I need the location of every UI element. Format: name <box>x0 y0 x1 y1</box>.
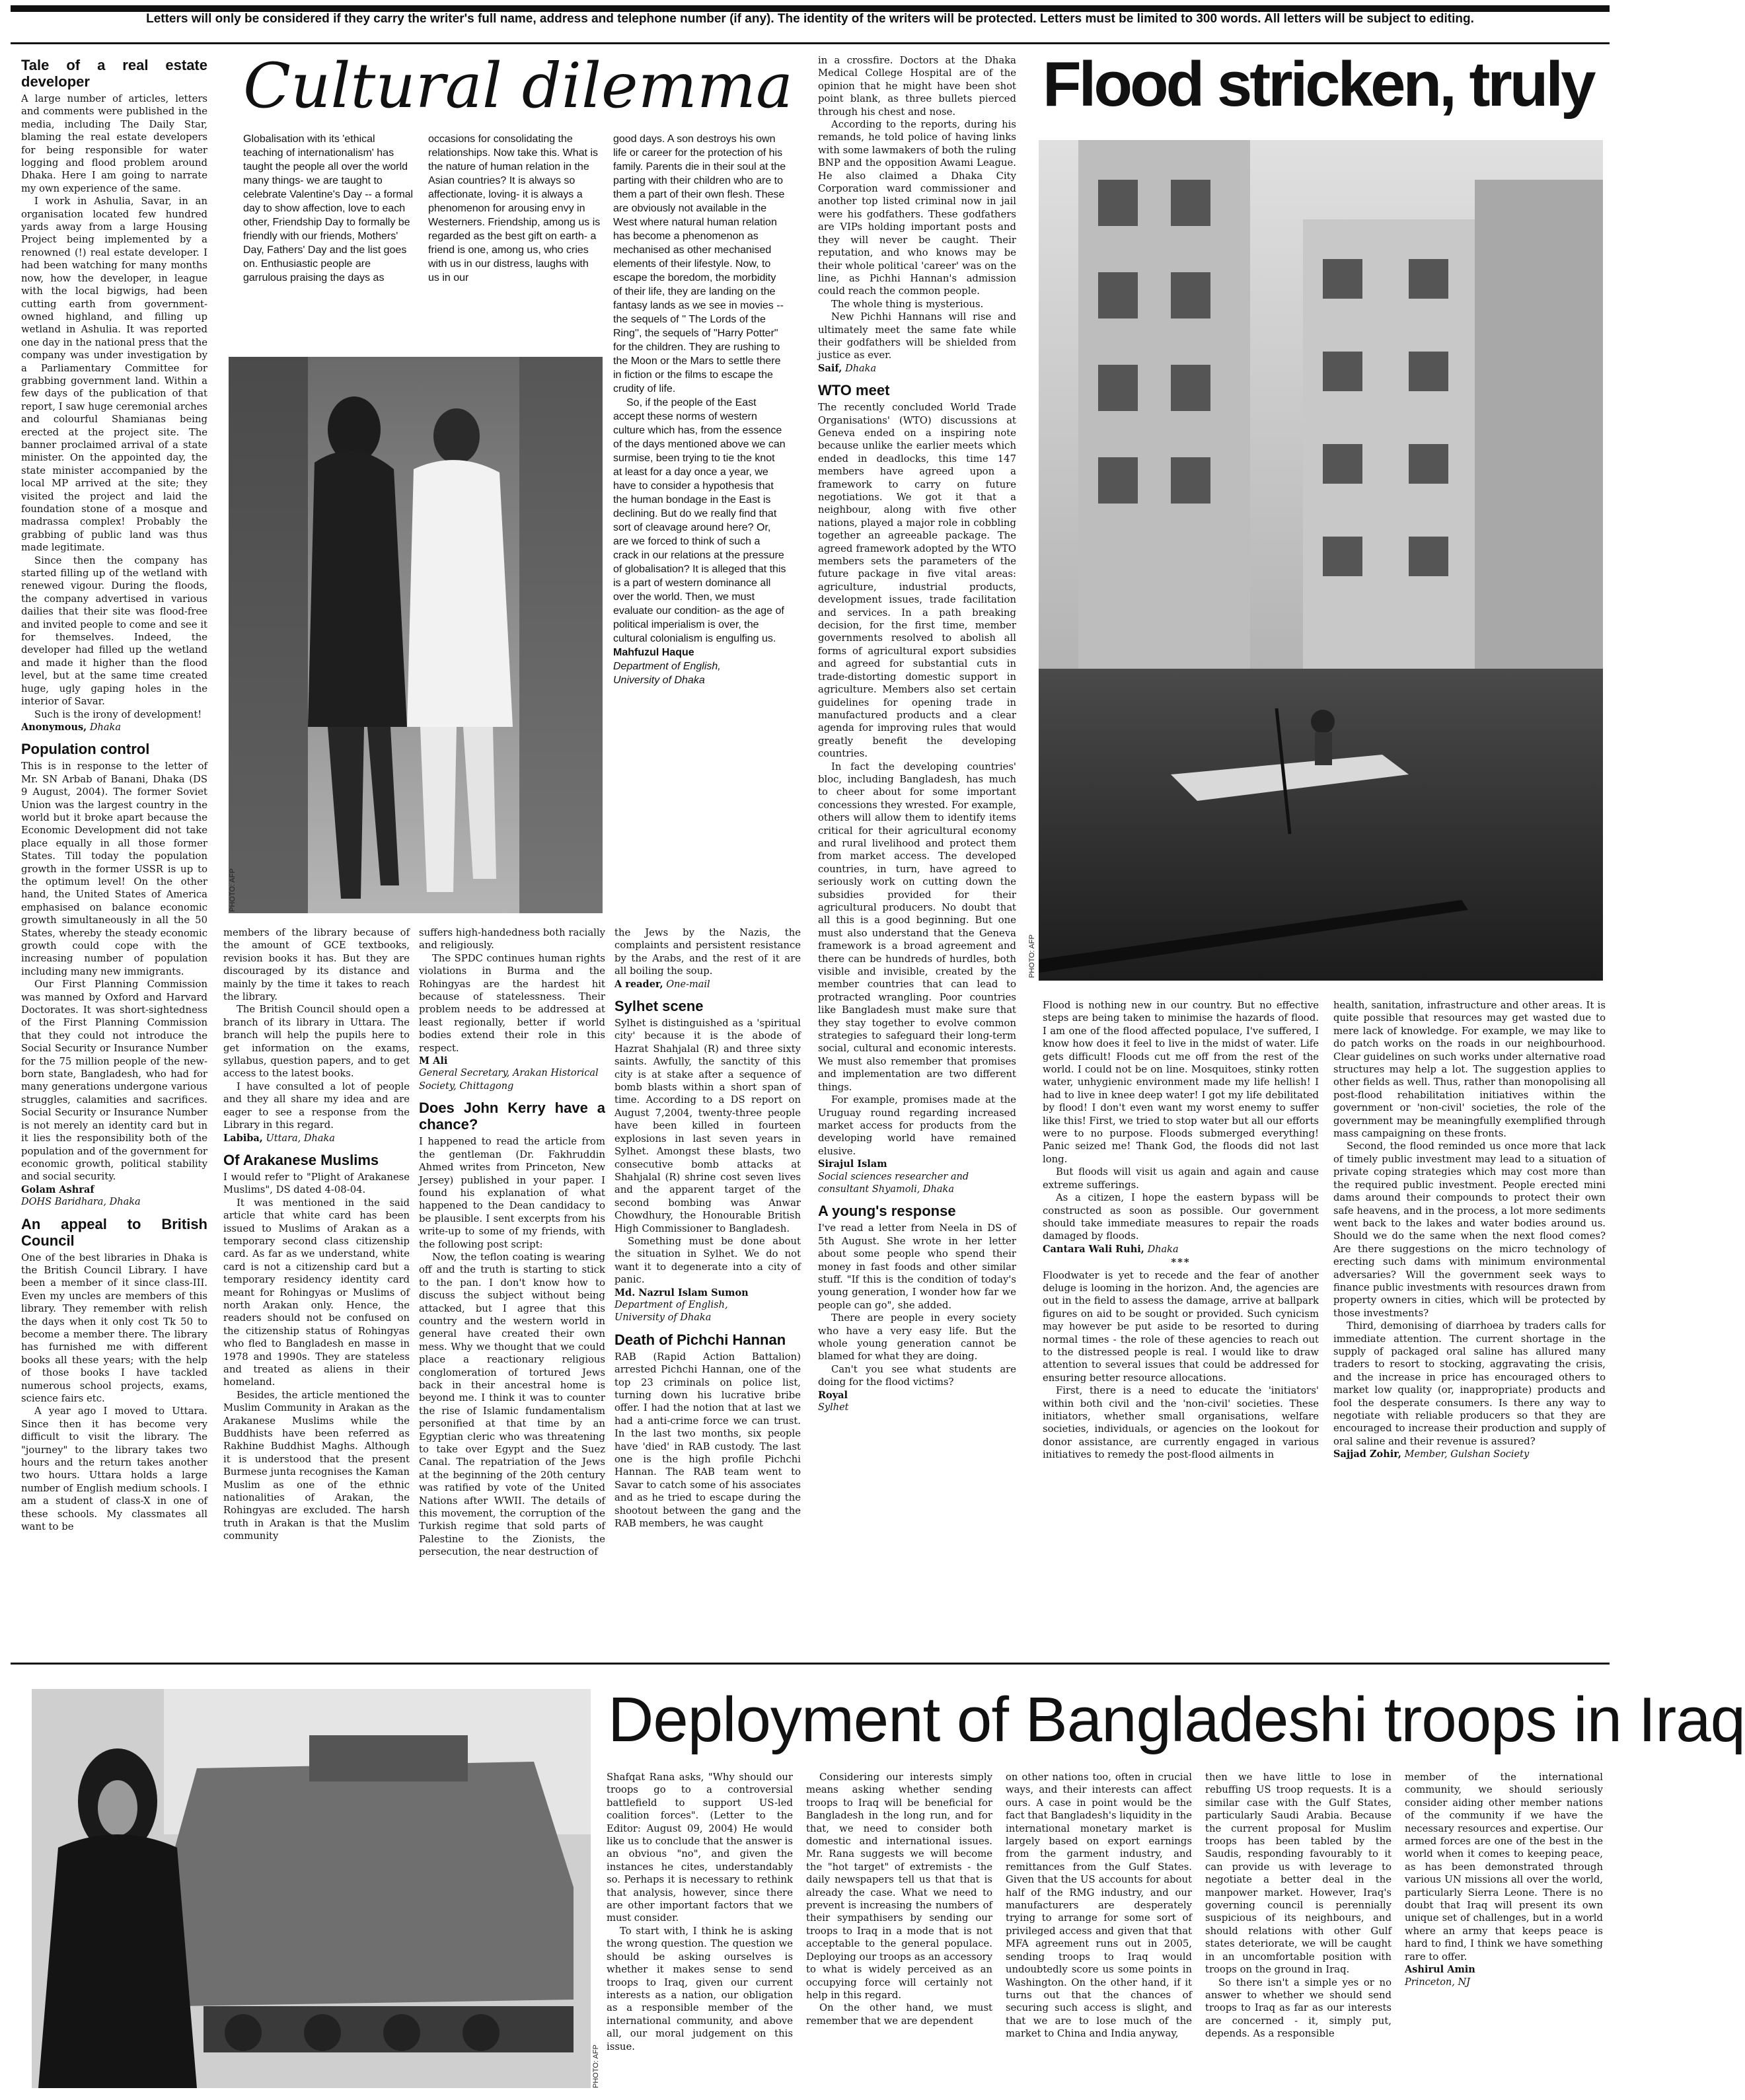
paragraph: in a crossfire. Doctors at the Dhaka Medical College Hospital are of the opinion that he might have been shot point blank, as three bullets pierced through his chest and nose. <box>818 55 1016 118</box>
paragraph: One of the best libraries in Dhaka is the British Council Library. I have been a member of it since class-III. Even my uncles are members of this library. They remember with relish the days when it only cost Tk 50 to become a member there. The library has furnished me with different books all these years; with the help of those books I have tackled numerous school projects, exams, science fairs etc. <box>21 1252 207 1404</box>
paragraph: then we have little to lose in rebuffing US troop requests. It is a similar case with the Gulf States, particularly Saudi Arabia. Because the current proposal for Muslim troops has been tabled by the Saudis, responding favourably to it can provide us with leverage to negotiate a better deal in the manpower market. However, Iraq's governing council is perennially suspicious of its neighbours, and should relations with other Gulf states deteriorate, we will be caught in an uncomfortable position with troops on the ground in Iraq. <box>1205 1772 1392 1976</box>
affiliation: Sylhet <box>818 1402 849 1413</box>
paragraph: To start with, I think he is asking the wrong question. The question we should be asking ourselves is whether it makes sense to send troops to Iraq, given our current interests as a nation, our obligation as a responsible member of the international community, and above all, our moral judgement on this issue. <box>607 1925 793 2052</box>
affiliation: Uttara, Dhaka <box>266 1133 335 1144</box>
paragraph: Third, demonising of diarrhoea by traders calls for immediate attention. The current shortage in the supply of packaged oral saline has allured many traders to resort to stocking, aggravating the crisis, and the increase in price has encouraged others to market low quality (or, inappropriate) products and fool the desperate consumers. Is there any way to negotiate with reliable producers so that they are encouraged to increase their production and supply of oral saline and their revenue is assured? <box>1333 1320 1606 1447</box>
headline-population-control: Population control <box>21 741 150 758</box>
paragraph: Our First Planning Commission was manned by Oxford and Harvard Doctorates. It was short-sightedness of the First Planning Commission that they could not introduce the Social Security or Insurance Number for the 75 million people of the new-born state, Bangladesh, who had for many generations undergone various struggles, calamities and sacrifices. Social Security or Insurance Number is not merely an identity card but in it lies the responsibility both of the population and of the government for economic growth, political stability and social security. <box>21 979 207 1183</box>
cultural-column-c <box>613 132 786 905</box>
photo-flooded-street-boat <box>1039 140 1603 981</box>
affiliation: Dhaka <box>845 363 877 374</box>
headline-wto-meet: WTO meet <box>818 382 890 399</box>
letters-column-5 <box>818 54 1016 1852</box>
iraq-column-1 <box>607 1771 793 2095</box>
paragraph: I happened to read the article from the gentleman (Dr. Fakhruddin Ahmed writes from Princeton, New Jersey) published in your paper. I found his explanation of what happened to the Dean candidacy to be plausible. I sent excerpts from his write-up to some of my friends, with the following post script: <box>419 1136 605 1250</box>
paragraph: Globalisation with its 'ethical teaching of internationalism' has taught the people all over the world many things- we are taught to celebrate Valentine's Day -- a formal day to show affection, love to each other, Friendship Day to formally be friendly with our friends, Mothers' Day, Fathers' Day and the list goes on. Enthusiastic people are garrulous praising the days as <box>243 133 414 283</box>
affiliation: University of Dhaka <box>613 675 705 686</box>
photo-couple-walking <box>229 357 603 913</box>
iraq-column-2 <box>806 1771 992 2095</box>
signature: Saif, <box>818 362 842 374</box>
affiliation: Department of English, <box>613 661 721 672</box>
signature: Cantara Wali Ruhi, <box>1043 1243 1144 1255</box>
paragraph: I have consulted a lot of people and they all share my idea and are eager to see a response from the Library in this regard. <box>223 1080 410 1131</box>
paragraph: Flood is nothing new in our country. But no effective steps are being taken to minimise the hazards of flood. I am one of the flood affected populace, I've suffered, I know how does it feel to live in the midst of water. Life gets difficult! Floods cut me off from the rest of the world. I could not be on line. Mosquitoes, stinky rotten water, unhygienic environment made my life hellish! I had to live in knee deep water! I got my life debilitated by flood! I don't even want my worst enemy to suffer like this! First, we tried to stop water but all our efforts were to no purpose. Floods submerged everything! Panic seized me! Thank God, the floods did not last long. <box>1043 1000 1319 1165</box>
affiliation: Dhaka <box>89 722 121 733</box>
paragraph: It was mentioned in the said article that white card has been issued to Muslims of Arakan as a temporary second class citizenship card. As far as we understand, white card is not a citizenship card but a temporary residency identity card meant for Rohingyas or Muslims of north Arakan only. Hence, the readers should not be confused on the citizenship status of Rohingyas who fled to Bangladesh en masse in 1978 and 1990s. They are stateless and treated as aliens in their homeland. <box>223 1197 410 1388</box>
paragraph: Shafqat Rana asks, "Why should our troops go to a controversial battlefield to support US-led coalition forces". (Letter to the Editor: August 09, 2004) He would like us to conclude that the answer is an obvious "no", and given the instances he cites, understandably so. Perhaps it is necessary to rethink that analysis, however, since there are other important factors that we must consider. <box>607 1772 793 1924</box>
paragraph: Since then the company has started filling up of the wetland with renewed vigour. During the floods, the company advertised in various dailies that their site was flood-free and invited people to come and see it for themselves. Indeed, the developer had filled up the wetland and made it higher than the flood level, but at the same time created huge, ugly gaping holes in the interior of Savar. <box>21 554 207 708</box>
paragraph: So there isn't a simple yes or no answer to whether we should send troops to Iraq as far as our interests are concerned - it, simply put, depends. As a responsible <box>1205 1976 1392 2040</box>
affiliation: General Secretary, Arakan Historical <box>419 1068 599 1079</box>
paragraph: The recently concluded World Trade Organisations' (WTO) discussions at Geneva ended on a inspiring note because unlike the earlier meets which ended in deadlocks, this time 147 members have agreed upon a framework to carry on future negotiations. We got it that a neighbour, along with five other nations, played a major role in cobbling together an agreeable package. The agreed framework adopted by the WTO members sets the parameters of the future package in five vital areas: agriculture, industrial products, development issues, trade facilitation and services. In a path breaking decision, for the first time, member governments resolved to abolish all forms of agricultural export subsidies and agreed for substantial cuts in trade-distorting domestic support in agriculture. Members also set certain guidelines for opening trade in manufactured products and a clear agenda for improving rules that would greatly benefit the developing countries. <box>818 402 1016 760</box>
cultural-column-a <box>243 132 416 350</box>
signature: Golam Ashraf <box>21 1183 94 1195</box>
paragraph: RAB (Rapid Action Battalion) arrested Pichchi Hannan, one of the top 23 criminals on police list, turning down his lucrative bribe offer. I had the notion that at last we had a anti-crime force we can trust. In the last two months, six people have 'died' in RAB custody. The last one is the high profile Pichchi Hannan. The RAB team went to Savar to catch some of his associates and as he tried to escape during the shootout between the gang and the RAB members, he was caught <box>614 1351 801 1530</box>
iraq-column-4 <box>1205 1771 1392 2095</box>
photo-credit: PHOTO: AFP <box>1028 934 1036 978</box>
headline-flood-stricken: Flood stricken, truly <box>1043 49 1594 120</box>
paragraph: On the other hand, we must remember that we are dependent <box>806 2002 992 2027</box>
paragraph: For example, promises made at the Uruguay round regarding increased market access for products from the developing world have remained elusive. <box>818 1094 1016 1157</box>
paragraph: New Pichhi Hannans will rise and ultimately meet the same fate while their godfathers will be shielded from justice as ever. <box>818 311 1016 361</box>
headline-arakanese-muslims: Of Arakanese Muslims <box>223 1151 379 1168</box>
affiliation: Member, Gulshan Society <box>1404 1449 1530 1460</box>
paragraph: A year ago I moved to Uttara. Since then it has become very difficult to visit the library. The "journey" to the library takes two hours and the return takes another two hours. Uttara holds a large number of English medium schools. I am a student of class-X in one of these schools. My classmates all want to be <box>21 1406 207 1533</box>
paragraph: According to the reports, during his remands, he told police of having links with some lawmakers of both the ruling BNP and the opposition Awami League. He also claimed a Dhaka City Corporation ward commissioner and another top listed criminal now in jail were his godfathers. These godfathers are VIPs holding important posts and they will never be caught. Their reputation, and who knows may be their whole political 'career' was on the line, as Pichhi Hannan's admission could reach the common people. <box>818 119 1016 297</box>
paragraph: In fact the developing countries' bloc, including Bangladesh, has much to cheer about for some important concessions they wrested. For example, others will allow them to identify items critical for their agricultural economy and rural livelihood and protect them from market access. The developed countries, in turn, have agreed to seriously work on cutting down the subsidies provided for their agricultural producers. No doubt that all this is a good beginning. But one must also understand that the Geneva framework is a broad agreement and there can be hundreds of hurdles, both visible and invisible, created by the member countries that can lead to protracted wrangling. Poor countries like Bangladesh must make sure that they stay together to evolve common strategies to safeguard their long-term social, cultural and economic interests. We must also remember that promises and implementation are two different things. <box>818 761 1016 1093</box>
headline-youngs-response: A young's response <box>818 1203 956 1220</box>
paragraph: The SPDC continues human rights violations in Burma and the Rohingyas are the hardest hit because of statelessness. Their problem needs to be addressed at least regionally, better if world bodies extend their role in this respect. <box>419 952 605 1054</box>
signature: Labiba, <box>223 1132 263 1144</box>
affiliation: Dhaka <box>1147 1244 1179 1255</box>
paragraph: Floodwater is yet to recede and the fear of another deluge is looming in the horizon. And, the agencies are out in the field to assess the damage, arrive at ballpark figures on aid to be sought or provided. Such cynicism may however be put aside to be resorted to during normal times - the role of these agencies to reach out to the distressed people is real. I would like to draw attention to several issues that could be addressed for ensuring better resource allocations. <box>1043 1269 1319 1384</box>
signature: Sirajul Islam <box>818 1158 887 1170</box>
flood-photo-illustration <box>1039 140 1603 981</box>
paragraph: The British Council should open a branch of its library in Uttara. The branch will help the pupils here to get information on the exams, syllabus, question papers, and to get access to the latest books. <box>223 1004 410 1080</box>
paragraph: Such is the irony of development! <box>34 708 202 720</box>
paragraph: I work in Ashulia, Savar, in an organisation located few hundred yards away from a large Housing Project being implemented by a renowned (!) real estate developer. I had been watching for many months now, how the developer, in league with the local bigwigs, had been cutting earth from government-owned highland, and filling up wetland in Ashulia. It was reported one day in the national press that the company was under investigation by a Parliamentary Committee for grabbing government land. Within a few days of the publication of that report, I saw huge ceremonial arches and colourful Shamianas being erected at the project site. The banner proclaimed arrival of a state minister. On the appointed day, the state minister accompanied by the local MP arrived at the site; they visited the project and laid the foundation stone of a mosque and madrassa complex! Probably the grabbing of public land was thus made legitimate. <box>21 196 207 554</box>
signature: Anonymous, <box>21 721 87 733</box>
iraq-column-3 <box>1006 1771 1192 2095</box>
iraq-photo-illustration <box>32 1689 591 2088</box>
signature: Md. Nazrul Islam Sumon <box>614 1287 749 1298</box>
headline-pichchi-hannan: Death of Pichchi Hannan <box>614 1331 786 1348</box>
affiliation: University of Dhaka <box>614 1312 712 1324</box>
photo-credit: PHOTO: AFP <box>229 868 237 912</box>
signature: Ashirul Amin <box>1405 1964 1475 1976</box>
photo-woman-and-tank <box>32 1689 591 2088</box>
paragraph: suffers high-handedness both racially and religiously. <box>419 927 605 952</box>
paragraph: So, if the people of the East accept these norms of western culture which has, from the essence of the days mentioned above we can surmise, been trying to tie the knot at least for a day once a year, we have to consider a hypothesis that the human bondage in the East is declining. But do we really find that sort of cleavage around here? Or, are we forced to think of such a crack in our relations at the pressure of globalisation? It is alleged that this is a part of western dominance all over the world. Then, we must evaluate our condition- as the age of political imperialism is over, the cultural colonialism is engulfing us. <box>613 397 786 644</box>
paragraph: Sylhet is distinguished as a 'spiritual city' because it is the abode of Hazrat Shahjalal (R) and three sixty saints. Awfully, the sanctity of this city is at stake after a sequence of bomb blasts within a short span of time. According to a DS report on August 7,2004, twenty-three people have been killed in fourteen explosions in last seven years in Sylhet. Amongst these blasts, two consecutive bomb attacks at Shahjalal (R) shrine cost seven lives and the apparent target of the second bombing was Anwar Chowdhury, the Honourable British High Commissioner to Bangladesh. <box>614 1018 801 1234</box>
headline-john-kerry: Does John Kerry have a chance? <box>419 1100 605 1133</box>
signature: Sajjad Zohir, <box>1333 1448 1401 1460</box>
paragraph: occasions for consolidating the relationships. Now take this. What is the nature of human relation in the Asian countries? It is always so affectionate, loving- it is always a phenomenon for arousing envy in Westerners. Friendship, among us is regarded as the best gift on earth- a friend is one, among us, who cries with us in our distress, laughs with us in our <box>428 133 601 283</box>
paragraph: Something must be done about the situation in Sylhet. We do not want it to degenerate into a city of panic. <box>614 1235 801 1286</box>
affiliation: DOHS Baridhara, Dhaka <box>21 1197 141 1208</box>
paragraph: I've read a letter from Neela in DS of 5th August. She wrote in her letter about some people who spend their money in fast foods and other similar stuff. "If this is the condition of today's young generation, I wonder how far we people can go", she added. <box>818 1222 1016 1311</box>
affiliation: Social sciences researcher and <box>818 1171 969 1182</box>
paragraph: As a citizen, I hope the eastern bypass will be constructed as soon as possible. Our government should take immediate measures to repair the roads damaged by floods. <box>1043 1192 1319 1242</box>
paragraph: Considering our interests simply means asking whether sending troops to Iraq will be beneficial for Bangladesh in the long run, and for that, we need to consider both domestic and international issues. Mr. Rana suggests we will become the "hot target" of extremists - the daily newspapers tell us that that is already the case. What we need to prevent is increasing the numbers of their sympathisers by sending our troops to Iraq in a mode that is not acceptable to the general populace. Deploying our troops as an accessory to what is widely perceived as an occupying force will certainly not help in this regard. <box>806 1772 992 2001</box>
paragraph: member of the international community, we should seriously consider aiding other member nations of the community if we have the necessary resources and expertise. Our armed forces are one of the best in the world when it comes to keeping peace, as has been demonstrated through various UN missions all over the world, particularly Sierra Leone. There is no doubt that Iraq will present its own unique set of challenges, but in a world where an army that keeps peace is hard to find, I think we have something rare to offer. <box>1405 1772 1603 1963</box>
paragraph: This is in response to the letter of Mr. SN Arbab of Banani, Dhaka (DS 9 August, 2004). The former Soviet Union was the largest country in the world but it broke apart because the Economic Development did not take place equally in all those former States. Till today the population growth in the former USSR is up to the optimum level! On the other hand, the United States of America emphasised on balance economic growth simultaneously in all the 50 States, whereby the steady economic growth could cope with the increasing number of population including many new immigrants. <box>21 761 207 977</box>
headline-troops-in-iraq: Deployment of Bangladeshi troops in Iraq <box>608 1684 1745 1755</box>
photo-credit: PHOTO: AFP <box>592 2044 600 2088</box>
headline-real-estate: Tale of a real estate developer <box>21 57 207 90</box>
signature: Royal <box>818 1389 848 1401</box>
affiliation: One-mail <box>666 979 710 990</box>
paragraph: health, sanitation, infrastructure and other areas. It is quite possible that resources may get wasted due to mere lack of knowledge. For example, we may like to do patch works on the roads in our neighbourhood. Clear guidelines on such works under alternative road structures may help a lot. The suggestion applies to other fields as well. Thus, rather than monopolising all post-flood rehabilitation initiatives within the government or 'non-civil' societies, the role of the government may be meaningfully exemplified through mass campaigning on these fronts. <box>1333 1000 1606 1140</box>
paragraph: Besides, the article mentioned the Muslim Community in Arakan as the Arakanese Muslims while the Buddhists have been referred as Rakhine Buddhist Maghs. Although it is understood that the present Burmese junta recognises the Kaman Muslim as one of the ethnic nationalities of Arakan, the Rohingyas are excluded. The harsh truth in Arakan is that the Muslim community <box>223 1389 410 1542</box>
headline-sylhet-scene: Sylhet scene <box>614 998 704 1015</box>
signature: Mahfuzul Haque <box>613 647 694 658</box>
paragraph: Now, the teflon coating is wearing off and the truth is starting to stick to the pan. I don't know how to discuss the subject without being attacked, but I agree that this country and the western world in general have created their own mess. Why we thought that we could place a reactionary religious conglomeration of tortured Jews back in their ancestral home is beyond me. I think it was to counter the rise of Islamic fundamentalism personified at that time by an Egyptian cleric who was threatening to take over Egypt and the Suez Canal. The repatriation of the Jews at the beginning of the 20th century was ratified by vote of the United Nations after WWII. The details of this movement, the corruption of the Turkish regime that sold parts of Palestine to the Zionists, the persecution, the near destruction of <box>419 1251 605 1558</box>
cultural-column-b <box>428 132 601 350</box>
letters-column-1 <box>21 54 207 1832</box>
signature: A reader, <box>614 978 663 990</box>
paragraph: But floods will visit us again and again and cause extreme sufferings. <box>1043 1166 1319 1191</box>
letters-notice: Letters will only be considered if they carry the writer's full name, address and telephone number (if any). The identity of the writers will be protected. Letters must be limited to 300 words. All letters will be subject to editing. <box>146 12 1474 26</box>
separator-stars: *** <box>1171 1257 1191 1269</box>
paragraph: good days. A son destroys his own life or career for the protection of his family. Parents die in their soul at the parting with their children who are to them a part of their own flesh. These are obviously not available in the West where natural human relation has become a phenomenon as mechanised as other mechanised elements of their lifestyle. Now, to escape the boredom, the morbidity of their life, they are landing on the fantasy lands as we see in movies -- the sequels of '' The Lords of the Ring'', the sequels of "Harry Potter" for the children. They are rushing to the Moon or the Mars to settle there in fiction or the films to escape the crudity of life. <box>613 133 786 394</box>
paragraph: members of the library because of the amount of GCE textbooks, revision books it has. But they are discouraged by its distance and mainly by the time it takes to reach the library. <box>223 927 410 1003</box>
affiliation: consultant Shyamoli, Dhaka <box>818 1183 954 1195</box>
paragraph: the Jews by the Nazis, the complaints and persistent resistance by the Arabs, and the rest of it are all boiling the soup. <box>614 927 801 977</box>
paragraph: on other nations too, often in crucial ways, and their interests can affect ours. A case in point would be the fact that Bangladesh's liquidity in the international monetary market is largely based on export earnings from the garment industry, and remittances from the Gulf States. Given that the US accounts for about half of the RMG industry, and our manufacturers are desperately trying to arrange for some sort of privileged access and given that that MFA agreement runs out in 2005, sending troops to Iraq would undoubtedly score us some points in Washington. On the other hand, if it turns out that the chances of securing such access is slight, and that we are to lose much of the market to China and India anyway, <box>1006 1772 1192 2040</box>
paragraph: Second, the flood reminded us once more that lack of timely public investment may lead to a situation of private coping strategies which may cost more than the required public investment. People erected mini dams around their compounds to protect their own safe heavens, and in the process, a lot more sediments went back to the lakes and water bodies around us. Should we do the same when the next flood comes? Are there suggestions on the micro technology of erecting such dams with minimum environmental adversaries? Will the government seek ways to finance public investments with resources drawn from property owners in cities, which will be protected by those investments? <box>1333 1141 1606 1319</box>
signature: M Ali <box>419 1055 448 1067</box>
affiliation: Society, Chittagong <box>419 1080 514 1092</box>
headline-british-council: An appeal to British Council <box>21 1215 207 1249</box>
headline-cultural-dilemma: Cultural dilemma <box>243 50 794 122</box>
couple-photo-illustration <box>229 357 603 913</box>
paragraph: Can't you see what students are doing for the flood victims? <box>818 1363 1016 1388</box>
paragraph: There are people in every society who have a very easy life. But the whole young generation cannot be blamed for what they are doing. <box>818 1312 1016 1363</box>
affiliation: Princeton, NJ <box>1405 1976 1470 1988</box>
affiliation: Department of English, <box>614 1299 728 1310</box>
paragraph: The whole thing is mysterious. <box>831 298 984 310</box>
paragraph: First, there is a need to educate the 'initiators' within both civil and the 'non-civil' societies. These initiators, whether small organisations, welfare societies, individuals, or agencies on the lookout for donor assistance, are currently engaged in various initiatives to remedy the post-flood ailments in <box>1043 1385 1319 1461</box>
section-rule <box>11 1663 1610 1665</box>
paragraph: A large number of articles, letters and comments were published in the media, including The Daily Star, blaming the real estate developers for being responsible for water logging and flood problem around Dhaka. Here I am going to narrate my own experience of the same. <box>21 93 207 194</box>
iraq-column-5 <box>1405 1771 1603 2095</box>
paragraph: I would refer to "Plight of Arakanese Muslims", DS dated 4-08-04. <box>223 1171 410 1196</box>
